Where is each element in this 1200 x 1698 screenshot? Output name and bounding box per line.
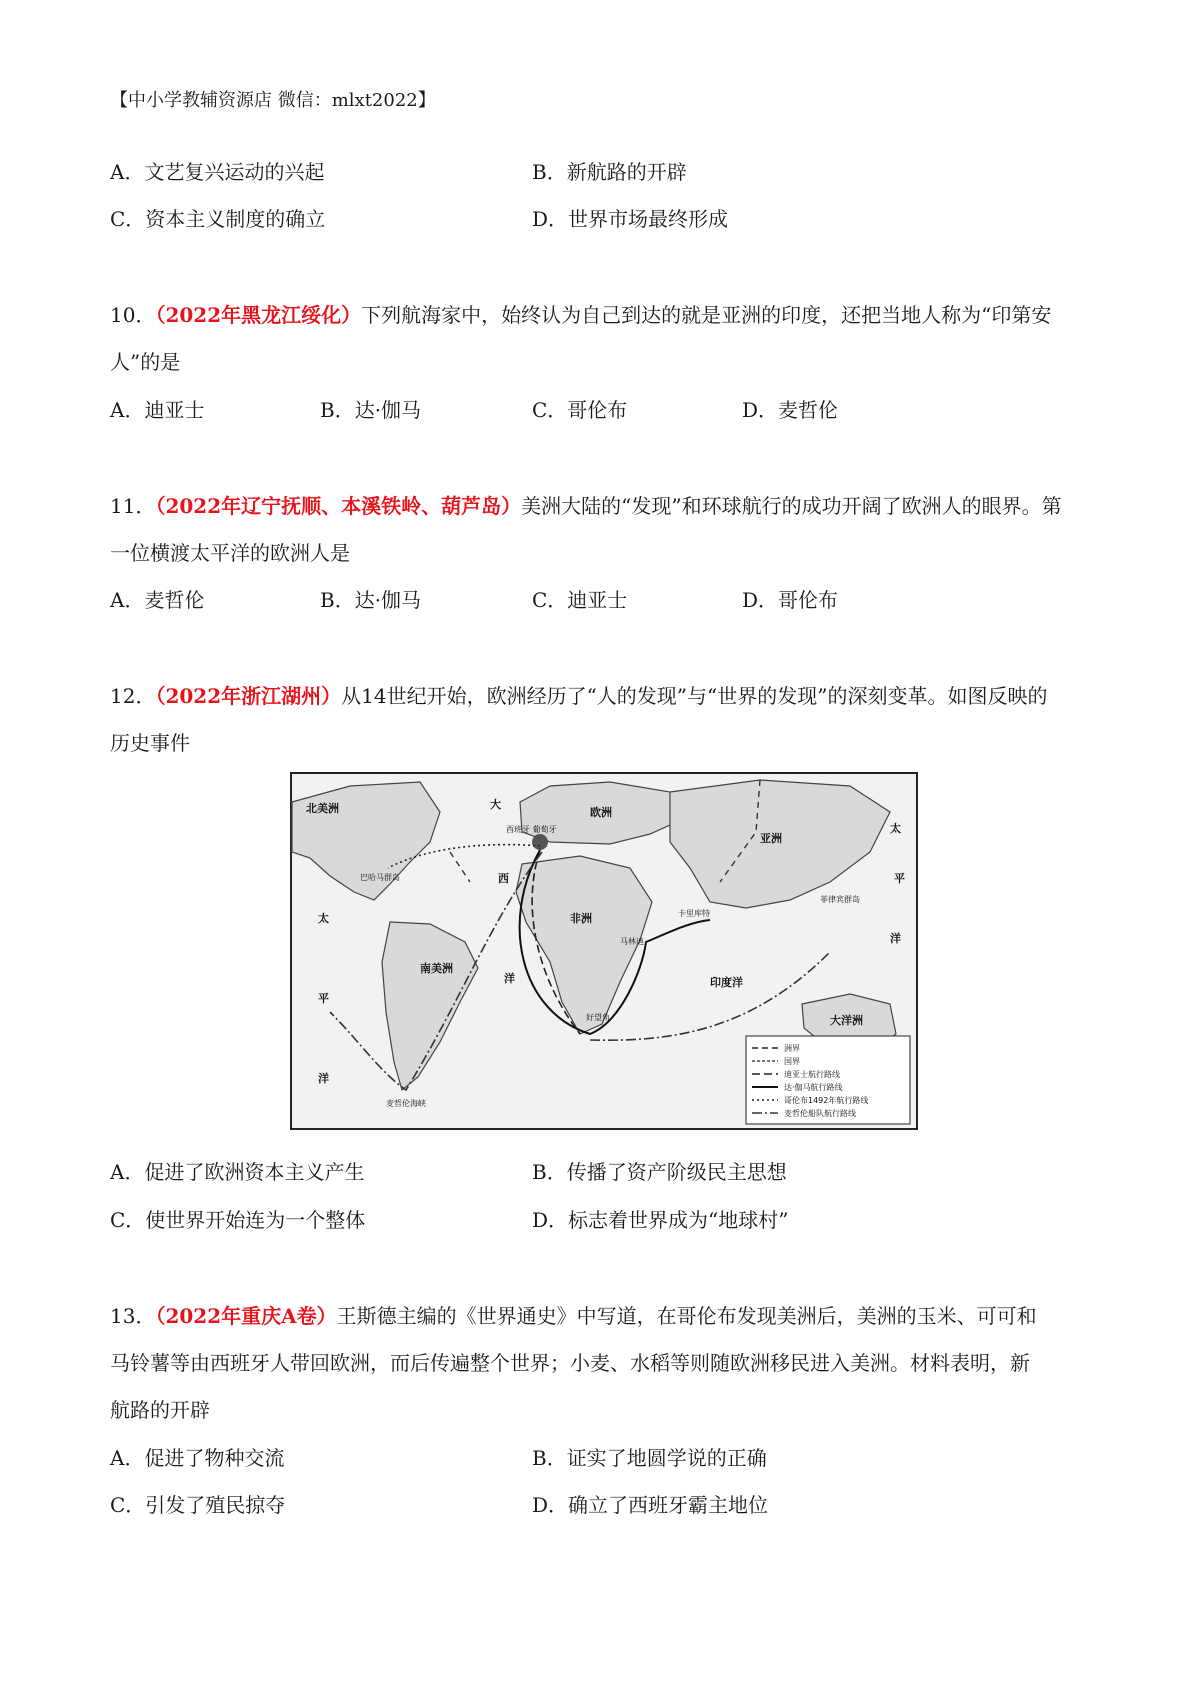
q11-option-d[interactable]: D．哥伦布 xyxy=(742,588,839,612)
legend-gama-route: 达·伽马航行路线 xyxy=(784,1083,843,1092)
label-pacific-left-1: 太 xyxy=(318,912,329,925)
q12-source: （2022年浙江湖州） xyxy=(155,684,342,708)
q13-number: 13． xyxy=(110,1304,156,1328)
q10-option-c[interactable]: C．哥伦布 xyxy=(532,398,628,422)
legend-dias-route: 迪亚士航行路线 xyxy=(784,1070,840,1079)
q10-stem xyxy=(110,299,1100,328)
q9-option-b[interactable]: B．新航路的开辟 xyxy=(532,160,687,184)
legend-columbus-route: 哥伦布1492年航行路线 xyxy=(784,1096,869,1105)
q10-number: 10． xyxy=(110,303,156,327)
q12-option-c[interactable]: C．使世界开始连为一个整体 xyxy=(110,1208,366,1232)
page-header: 【中小学教辅资源店 微信：mlxt2022】 xyxy=(110,90,436,111)
label-europe: 欧洲 xyxy=(590,806,612,819)
q11-text-line1: 美洲大陆的“发现”和环球航行的成功开阔了欧洲人的眼界。第 xyxy=(521,494,1062,518)
q11-option-b[interactable]: B．达·伽马 xyxy=(320,588,422,612)
q9-option-d[interactable]: D．世界市场最终形成 xyxy=(532,207,729,231)
label-south-america: 南美洲 xyxy=(420,962,453,975)
q11-stem xyxy=(110,490,1100,519)
label-pacific-right-3: 洋 xyxy=(890,932,901,945)
new-sea-routes-map xyxy=(290,772,918,1130)
q10-text-line2: 人”的是 xyxy=(110,350,181,374)
label-philippines: 菲律宾群岛 xyxy=(820,895,860,904)
label-bahamas: 巴哈马群岛 xyxy=(360,873,400,882)
q10-option-b[interactable]: B．达·伽马 xyxy=(320,398,422,422)
label-oceania: 大洋洲 xyxy=(830,1014,863,1027)
q10-text-line1: 下列航海家中，始终认为自己到达的就是亚洲的印度，还把当地人称为“印第安 xyxy=(361,303,1052,327)
label-atlantic-mid: 西 xyxy=(498,872,509,885)
q13-text-line1: 王斯德主编的《世界通史》中写道，在哥伦布发现美洲后，美洲的玉米、可可和 xyxy=(336,1304,1037,1328)
q10-source: （2022年黑龙江绥化） xyxy=(155,303,362,327)
q12-text-line2: 历史事件 xyxy=(110,731,190,755)
q12-text-line1: 从14世纪开始，欧洲经历了“人的发现”与“世界的发现”的深刻变革。如图反映的 xyxy=(341,684,1048,708)
q10-option-d[interactable]: D．麦哲伦 xyxy=(742,398,839,422)
q11-number: 11． xyxy=(110,494,156,518)
iberia-marker xyxy=(532,834,548,850)
label-atlantic-top: 大 xyxy=(490,798,501,811)
q12-stem xyxy=(110,680,1100,709)
q13-source: （2022年重庆A卷） xyxy=(155,1304,337,1328)
label-indian-ocean: 印度洋 xyxy=(710,976,743,989)
label-cape: 好望角 xyxy=(586,1013,610,1022)
q11-source: （2022年辽宁抚顺、本溪铁岭、葫芦岛） xyxy=(155,494,522,518)
q11-option-a[interactable]: A．麦哲伦 xyxy=(110,588,205,612)
q12-option-d[interactable]: D．标志着世界成为“地球村” xyxy=(532,1208,789,1232)
label-north-america: 北美洲 xyxy=(306,802,339,815)
q13-option-b[interactable]: B．证实了地圆学说的正确 xyxy=(532,1446,767,1470)
label-malindi: 马林迪 xyxy=(620,937,644,946)
label-atlantic-low: 洋 xyxy=(504,972,515,985)
q13-option-d[interactable]: D．确立了西班牙霸主地位 xyxy=(532,1493,769,1517)
q12-option-a[interactable]: A．促进了欧洲资本主义产生 xyxy=(110,1160,365,1184)
q12-option-b[interactable]: B．传播了资产阶级民主思想 xyxy=(532,1160,787,1184)
label-pacific-left-2: 平 xyxy=(318,992,329,1005)
label-pacific-left-3: 洋 xyxy=(318,1072,329,1085)
label-magellan-strait: 麦哲伦海峡 xyxy=(386,1099,426,1108)
q13-stem xyxy=(110,1300,1100,1329)
label-pacific-right-1: 太 xyxy=(890,822,901,835)
legend-magellan-route: 麦哲伦船队航行路线 xyxy=(784,1109,856,1118)
legend-national-boundary: 国界 xyxy=(784,1057,800,1066)
q13-text-line2: 马铃薯等由西班牙人带回欧洲，而后传遍整个世界；小麦、水稻等则随欧洲移民进入美洲。材料表明，新 xyxy=(110,1351,1030,1375)
label-pacific-right-2: 平 xyxy=(894,872,905,885)
label-iberia: 西班牙 葡萄牙 xyxy=(506,825,557,834)
q9-option-c[interactable]: C．资本主义制度的确立 xyxy=(110,207,326,231)
q13-option-a[interactable]: A．促进了物种交流 xyxy=(110,1446,285,1470)
q9-option-a[interactable]: A．文艺复兴运动的兴起 xyxy=(110,160,325,184)
label-calicut: 卡里库特 xyxy=(678,909,710,918)
legend-continent-boundary: 洲界 xyxy=(784,1044,800,1053)
q13-text-line3: 航路的开辟 xyxy=(110,1398,210,1422)
q12-number: 12． xyxy=(110,684,156,708)
q10-option-a[interactable]: A．迪亚士 xyxy=(110,398,205,422)
q11-option-c[interactable]: C．迪亚士 xyxy=(532,588,628,612)
q11-text-line2: 一位横渡太平洋的欧洲人是 xyxy=(110,541,350,565)
label-asia: 亚洲 xyxy=(760,832,782,845)
map-legend xyxy=(746,1036,910,1124)
q13-option-c[interactable]: C．引发了殖民掠夺 xyxy=(110,1493,286,1517)
label-africa: 非洲 xyxy=(570,912,592,925)
